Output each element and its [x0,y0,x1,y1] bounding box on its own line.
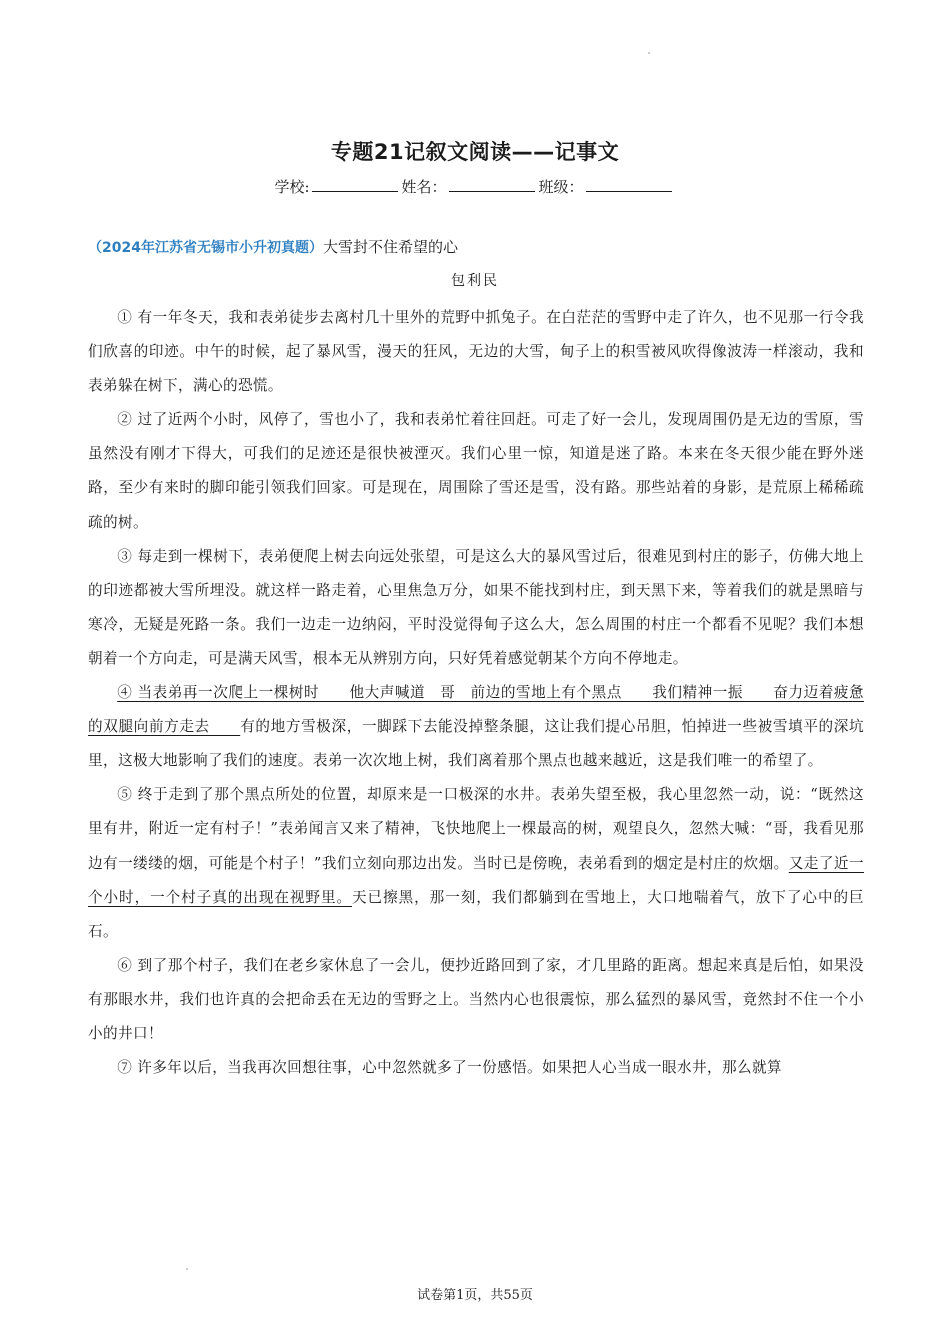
article-body [88,301,864,1085]
article-title: 大雪封不住希望的心 [322,238,458,256]
name-blank[interactable] [449,177,535,192]
underlined-sentence: 又走了近一个小时，一个村子真的出现在视野里。 [88,854,864,906]
school-label: 学校: [274,178,310,196]
underlined-sentence: ④ 当表弟再一次爬上一棵树时 他大声喊道 哥 前边的雪地上有个黑点 我们精神一振 奋力迈着疲惫的双腿向前方走去 [88,684,864,736]
paragraph-7: ⑦ 许多年以后，当我再次回想往事，心中忽然就多了一份感悟。如果把人心当成一眼水井，那么就算 [117,1059,782,1077]
paragraph-5 [88,778,864,948]
page-title: 专题21记叙文阅读——记事文 [330,140,620,164]
scan-dot [648,52,650,54]
name-label: 姓名： [401,178,447,196]
paragraph-5-before: ⑤ 终于走到了那个黑点所处的位置，却原来是一口极深的水井。表弟失望至极，我心里忽然一动，说：“既然这里有井，附近一定有村子！”表弟闻言又来了精神，飞快地爬上一棵最高的树，观望良久，忽然大喊：“哥，我看见那边有一缕缕的烟，可能是个村子！”我们立刻向那边出发。当时已是傍晚，表弟看到的烟定是村庄的炊烟。 [88,786,864,872]
paragraph-3: ③ 每走到一棵树下，表弟便爬上树去向远处张望，可是这么大的暴风雪过后，很难见到村庄的影子，仿佛大地上的印迹都被大雪所埋没。就这样一路走着，心里焦急万分，如果不能找到村庄，到天黑下来，等着我们的就是黑暗与寒冷，无疑是死路一条。我们一边走一边纳闷，平时没觉得甸子这么大，怎么周围的村庄一个都看不见呢？我们本想朝着一个方向走，可是满天风雪，根本无从辨别方向，只好凭着感觉朝某个方向不停地走。 [88,547,864,667]
paragraph-5-after: 天已擦黑，那一刻，我们都躺到在雪地上，大口地喘着气，放下了心中的巨石。 [88,888,865,940]
page-footer: 试卷第1页，共55页 [417,1288,533,1303]
article-author: 包利民 [451,273,499,289]
exam-source: （2024年江苏省无锡市小升初真题） [88,240,323,256]
school-blank[interactable] [312,177,398,192]
class-blank[interactable] [586,177,672,192]
paragraph-2: ② 过了近两个小时，风停了，雪也小了，我和表弟忙着往回赶。可走了好一会儿，发现周围仍是无边的雪原，雪虽然没有刚才下得大，可我们的足迹还是很快被湮灭。我们心里一惊，知道是迷了路。本来在冬天很少能在野外迷路，至少有来时的脚印能引领我们回家。可是现在，周围除了雪还是雪，没有路。那些站着的身影，是荒原上稀稀疏疏的树。 [88,411,864,531]
paragraph-4 [88,676,864,778]
paragraph-1: ① 有一年冬天，我和表弟徒步去离村几十里外的荒野中抓兔子。在白茫茫的雪野中走了许久，也不见那一行令我们欣喜的印迹。中午的时候，起了暴风雪，漫天的狂风，无边的大雪，甸子上的积雪被风吹得像波涛一样滚动，我和表弟躲在树下，满心的恐慌。 [88,309,864,395]
article-heading [88,236,458,257]
paragraph-4-rest: 有的地方雪极深，一脚踩下去能没掉整条腿，这让我们提心吊胆，怕掉进一些被雪填平的深坑里，这极大地影响了我们的速度。表弟一次次地上树，我们离着那个黑点也越来越近，这是我们唯一的希望了。 [88,718,864,770]
student-info-line [0,176,950,197]
paragraph-6: ⑥ 到了那个村子，我们在老乡家休息了一会儿，便抄近路回到了家，才几里路的距离。想起来真是后怕，如果没有那眼水井，我们也许真的会把命丢在无边的雪野之上。当然内心也很震惊，那么猛烈的暴风雪，竟然封不住一个小小的井口！ [88,956,864,1042]
class-label: 班级： [538,178,584,196]
scan-dot [186,1268,188,1270]
